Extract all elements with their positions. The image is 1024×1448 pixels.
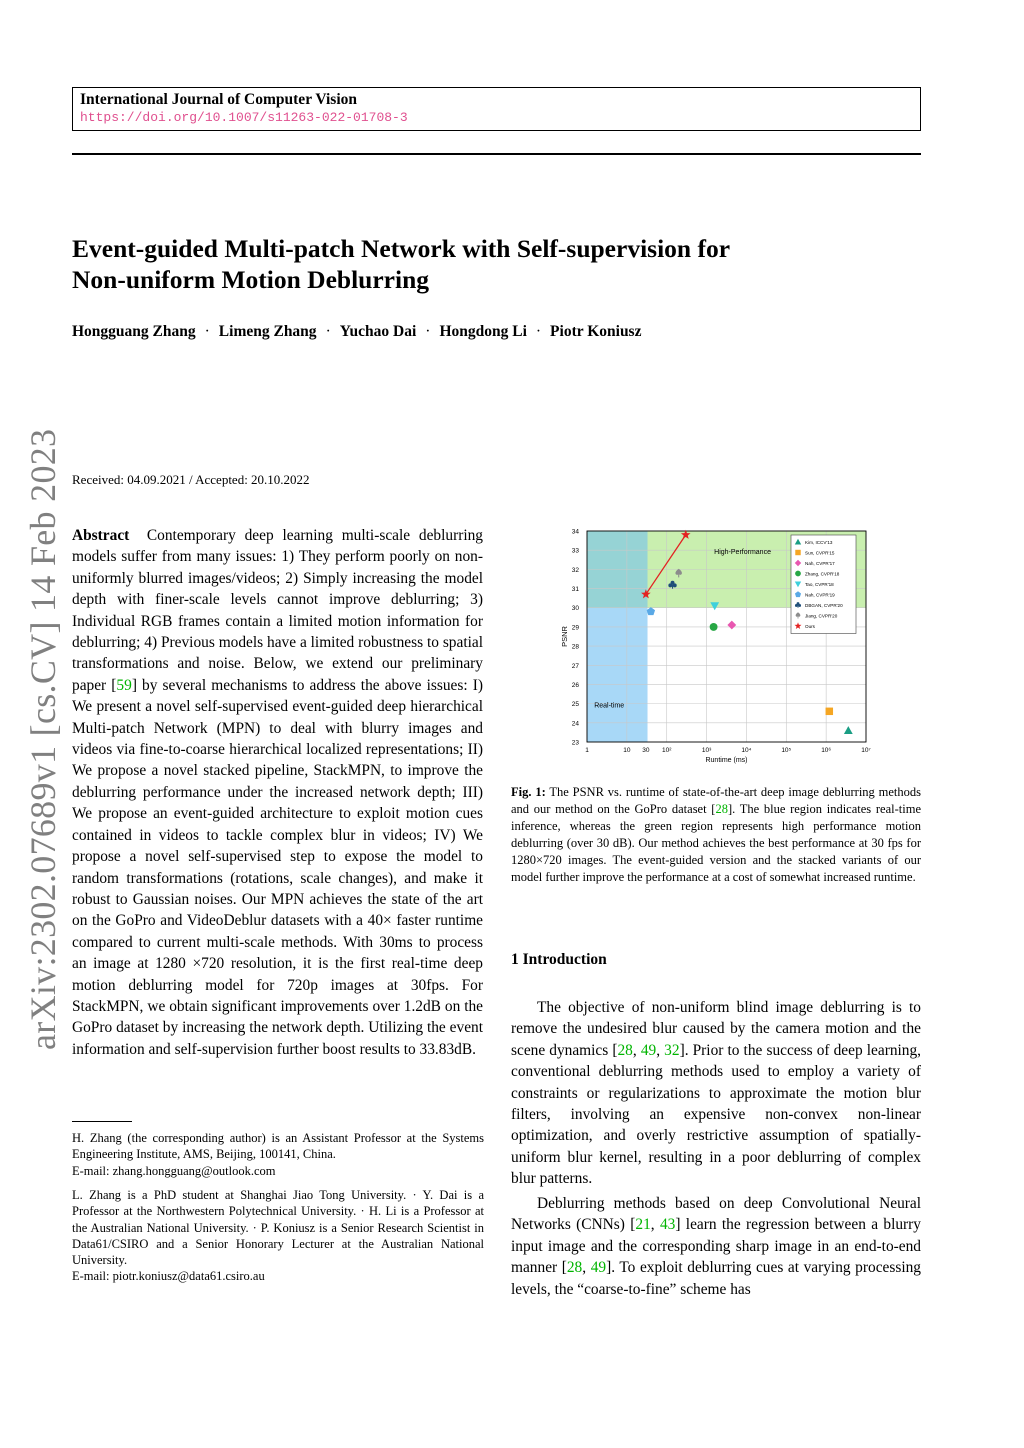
- citation-separator: ,: [632, 1041, 641, 1059]
- abstract-text-2: ] by several mechanisms to address the above issues: I) We present a novel self-supervised event-guided deep hierarchical Multi-patch Network (MPN) to deal with blurry images and videos via fine-to-coarse hierarchical localized representations; II) We propose a novel stacked pipeline, StackMPN, to improve the deblurring performance under the increased network depth; III) We propose an event-guided architecture to exploit motion cues contained in videos to tackle complex blur in videos; IV) We propose a novel self-supervised step to expose the model to random transformations (rotations, scale changes), and make it robust to Gaussian noises. Our MPN achieves the state of the art on the GoPro and VideoDeblur datasets with a 40× faster runtime compared to current multi-scale methods. With 30ms to process an image at 1280 ×720 resolution, it is the first real-time deep motion deblurring model for 720p images at 30fps. For StackMPN, we obtain significant improvements over 1.2dB on the GoPro dataset by increasing the network depth. Utilizing the event information and self-supervision further boost results to 33.83dB.: [72, 676, 483, 1058]
- footnote-text: L. Zhang is a PhD student at Shanghai Jiao Tong University. · Y. Dai is a Professor at the Northwestern Polytechnical University. · H. Li is a Professor at the Australian National University. · P. Koniusz is a Senior Research Scientist in Data61/CSIRO and a Senior Honorary Lecturer at the Australian National University.: [72, 1188, 484, 1268]
- x-tick-label: 10⁵: [781, 747, 792, 754]
- citation-link[interactable]: 28: [617, 1041, 633, 1059]
- journal-name: International Journal of Computer Vision: [80, 91, 358, 108]
- abstract: [72, 525, 483, 1060]
- legend-entry: DBGAN, CVPR'20: [805, 603, 843, 608]
- legend-entry: Nah, CVPR'19: [805, 592, 835, 598]
- title-line-2: Non-uniform Motion Deblurring: [72, 265, 429, 294]
- author-separator: ·: [325, 323, 331, 340]
- footnote-affiliation-2: [72, 1187, 484, 1285]
- author-separator: ·: [425, 323, 431, 340]
- author: Yuchao Dai: [339, 323, 417, 340]
- abstract-text-1: Contemporary deep learning multi-scale deblurring models suffer from many issues: 1) They perform poorly on non-uniformly blurred images/videos; 2) Simply increasing the model depth with finer-scale levels cannot improve deblurring; 3) Individual RGB frames contain a limited motion information for deblurring; 4) Previous models have a limited robustness to spatial transformations and noise. Below, we extend our preliminary paper [: [72, 527, 483, 694]
- paragraph-text: The objective of non-uniform blind image deblurring is to remove the undesired blur caused by the camera motion and the scene dynamics [: [511, 999, 921, 1059]
- citation-link[interactable]: 32: [664, 1041, 680, 1059]
- citation-separator: ,: [582, 1259, 591, 1277]
- y-tick-label: 33: [571, 547, 579, 555]
- region-label: High-Performance: [714, 549, 771, 557]
- legend-entry: Zhang, CVPR'18: [805, 571, 840, 577]
- y-axis-label: PSNR: [560, 626, 569, 647]
- author: Hongdong Li: [439, 323, 527, 340]
- author: Hongguang Zhang: [72, 323, 196, 340]
- legend-entry: Ours: [805, 624, 815, 629]
- paragraph-text: ] learn the regression between a blurry input image and the corresponding sharp image in an end-to-end manner [: [511, 1216, 921, 1277]
- x-tick-label: 10²: [662, 747, 672, 754]
- citation-link[interactable]: 28: [566, 1259, 583, 1277]
- legend-entry: Tao, CVPR'18: [805, 582, 834, 587]
- abstract-label: Abstract: [72, 527, 130, 544]
- x-tick-label: 10³: [701, 747, 712, 754]
- legend-marker-part: [798, 605, 799, 608]
- x-tick-label: 30: [642, 747, 650, 754]
- data-point: [826, 708, 833, 715]
- citation-link[interactable]: 28: [715, 802, 728, 816]
- y-tick-label: 34: [571, 528, 579, 536]
- y-tick-label: 27: [571, 662, 579, 670]
- caption-text-1: The PSNR vs. runtime of state-of-the-art deep image deblurring methods and our method on the GoPro dataset [: [511, 785, 922, 816]
- author-separator: ·: [204, 323, 210, 340]
- caption-label: Fig. 1:: [511, 785, 546, 799]
- legend-entry: Sun, CVPR'15: [805, 550, 835, 556]
- citation-link[interactable]: 59: [116, 676, 132, 694]
- citation-link[interactable]: 49: [590, 1259, 607, 1277]
- author-separator: ·: [535, 323, 542, 340]
- y-tick-label: 29: [571, 624, 579, 632]
- y-tick-label: 31: [571, 586, 579, 594]
- x-tick-label: 10⁷: [861, 747, 871, 754]
- caption-text-2: ]. The blue region indicates real-time inference, whereas the green region represents high performance motion deblurring (over 30 dB). Our method achieves the best performance at 30 fps for 1280×720 images. The event-guided version and the stacked variants of our model further improve the performance at a cost of somewhat increased runtime.: [511, 802, 921, 884]
- data-point: [710, 623, 718, 631]
- y-tick-label: 28: [571, 643, 579, 651]
- y-tick-label: 25: [571, 701, 579, 709]
- citation-link[interactable]: 21: [635, 1216, 651, 1234]
- legend-entry: Nah, CVPR'17: [805, 561, 835, 566]
- y-tick-label: 32: [571, 566, 579, 574]
- paragraph-text: Deblurring methods based on deep Convolutional Neural Networks (CNNs) [: [511, 1195, 921, 1234]
- legend-entry: Jiang, CVPR'20: [805, 613, 838, 619]
- paragraph-text: ]. Prior to the success of deep learning, conventional deblurring methods used to employ a variety of constraints or regularizations to approximate the motion blur filters, involving an expensive non-convex non-linear optimization, and overly restrictive assumption of spatially-uniform blur kernel, resulting in a poor deblurring of complex blur patterns.: [511, 1041, 922, 1188]
- legend-marker: [795, 571, 801, 577]
- region-label: Real-time: [594, 702, 625, 710]
- intro-paragraph-1: [511, 997, 921, 1190]
- y-tick-label: 24: [571, 720, 579, 728]
- header-rule: [72, 153, 921, 155]
- citation-separator: ,: [650, 1216, 660, 1234]
- x-tick-label: 10⁴: [741, 747, 752, 754]
- journal-header: [72, 87, 921, 131]
- y-tick-label: 23: [571, 739, 579, 747]
- figure-caption: [511, 784, 921, 886]
- legend-marker-part: [798, 616, 799, 619]
- legend-marker-part: [798, 604, 801, 607]
- author: Limeng Zhang: [218, 323, 317, 340]
- data-point-part: [678, 574, 679, 578]
- footnote-affiliation-1: [72, 1130, 484, 1179]
- legend-marker-part: [795, 604, 798, 607]
- author-list: [72, 323, 922, 341]
- data-point-part: [672, 585, 673, 589]
- data-point-part: [673, 583, 677, 587]
- legend-entry: Kim, ICCV'13: [805, 540, 833, 545]
- y-tick-label: 30: [571, 605, 579, 613]
- citation-link[interactable]: 43: [659, 1216, 676, 1234]
- arxiv-stamp: arXiv:2302.07689v1 [cs.CV] 14 Feb 2023: [23, 428, 63, 1050]
- doi-link[interactable]: https://doi.org/10.1007/s11263-022-01708-3: [80, 110, 408, 125]
- received-date: Received: 04.09.2021 / Accepted: 20.10.2022: [72, 472, 310, 487]
- x-axis-label: Runtime (ms): [705, 757, 748, 764]
- x-tick-label: 1: [585, 747, 589, 754]
- legend-marker: [795, 550, 800, 555]
- x-tick-label: 10: [623, 747, 631, 754]
- psnr-runtime-chart: [552, 522, 882, 770]
- footnote-email: E-mail: piotr.koniusz@data61.csiro.au: [72, 1269, 265, 1284]
- footnote-rule: [72, 1121, 132, 1122]
- footnote-text: H. Zhang (the corresponding author) is an Assistant Professor at the Systems Engineering Institute, AMS, Beijing, 100141, China.: [72, 1131, 484, 1162]
- citation-link[interactable]: 49: [640, 1041, 657, 1059]
- footnote-email: E-mail: zhang.hongguang@outlook.com: [72, 1163, 276, 1178]
- citation-separator: ,: [656, 1041, 665, 1059]
- data-point-part: [668, 583, 672, 587]
- intro-paragraph-2: [511, 1193, 921, 1300]
- paragraph-text: ]. To exploit deblurring cues at varying processing levels, the “coarse-to-fine” scheme has: [511, 1259, 922, 1298]
- x-tick-label: 10⁶: [821, 747, 832, 754]
- author: Piotr Koniusz: [550, 323, 642, 340]
- y-tick-label: 26: [571, 681, 579, 689]
- section-heading: 1 Introduction: [511, 951, 607, 968]
- title-line-1: Event-guided Multi-patch Network with Self-supervision for: [72, 234, 731, 263]
- paper-title: [72, 233, 922, 295]
